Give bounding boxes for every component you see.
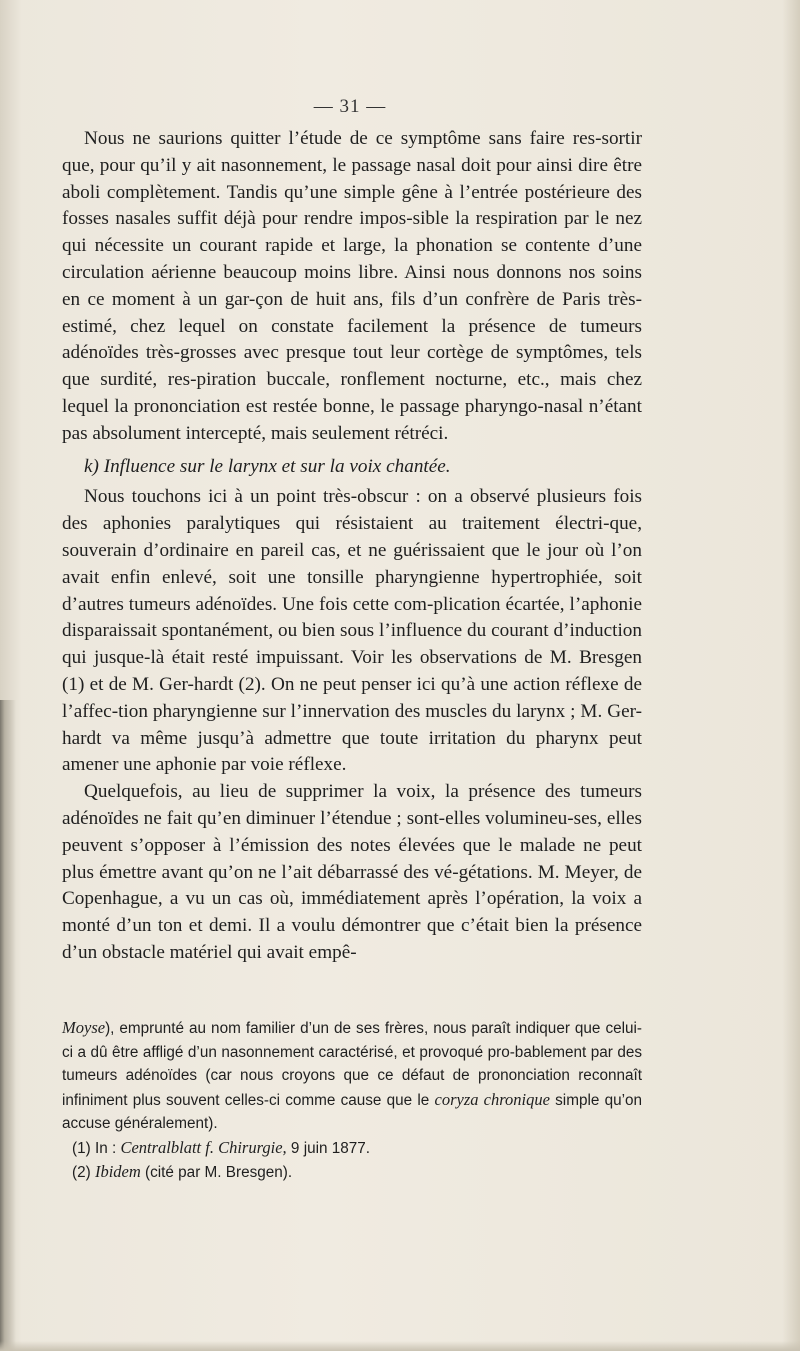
binding-shadow [0,700,16,1351]
footnote-1-date: 9 juin 1877. [286,1139,371,1157]
paragraph-voix: Quelquefois, au lieu de supprimer la voix, la présence des tumeurs adénoïdes ne fait qu’en diminuer l’étendue ; sont-elles volumineu-ses, elles peuvent s’opposer à l’émission des notes élevées que le malade ne peut plus émettre avant qu’on ne l’ait débarrassé des vé-gétations. M. Meyer, de Copenhague, a vu un cas où, immédiatement après l’opération, la voix a monté d’un ton et demi. Il a voulu démontrer que c’était bien la présence d’un obstacle matériel qui avait empê- [62,781,642,963]
footnote-2-source: Ibidem [94,1162,141,1181]
footnote-italic-coryza: coryza chronique [434,1089,550,1109]
paragraph-nasonnement: Nous ne saurions quitter l’étude de ce symptôme sans faire res-sortir que, pour qu’il y ait nasonnement, le passage nasal doit pour ainsi dire être aboli complètement. Tandis qu’une simple gêne à l’entrée postérieure des fosses nasales suffit déjà pour rendre impos-sible la respiration par le nez qui nécessite un courant rapide et large, la phonation se contente d’une circulation aérienne beaucoup moins libre. Ainsi nous donnons nos soins en ce moment à un gar-çon de huit ans, fils d’un confrère de Paris très-estimé, chez lequel on constate facilement la présence de tumeurs adénoïdes très-grosses avec presque tout leur cortège de symptômes, tels que surdité, res-piration buccale, ronflement nocturne, etc., mais chez lequel la prononciation est restée bonne, le passage pharyngo-nasal n’étant pas absolument intercepté, mais seulement rétréci. [62,128,642,444]
footnote-1-source: Centralblatt f. Chirurgie, [120,1137,287,1157]
footnote-continuation [62,1016,642,1136]
paragraph-aphonies: Nous touchons ici à un point très-obscur : on a observé plusieurs fois des aphonies paralytiques qui résistaient au traitement électri-que, souverain d’ordinaire en pareil cas, et ne guérissaient que le jour où l’on avait enfin enlevé, soit une tonsille pharyngienne hypertrophiée, soit d’autres tumeurs adénoïdes. Une fois cette com-plication écartée, l’aphonie disparaissait spontanément, ou bien sous l’influence du courant d’induction qui jusque-là était resté impuissant. Voir les observations de M. Bresgen (1) et de M. Ger-hardt (2). On ne peut penser ici qu’à une action réflexe de l’affec-tion pharyngienne sur l’innervation des muscles du larynx ; M. Ger-hardt va même jusqu’à admettre que toute irritation du pharynx peut amener une aphonie par voie réflexe. [62,486,642,776]
footnote-italic-name: Moyse [62,1018,106,1037]
footnote-1 [62,1136,642,1161]
page-number: — 31 — [313,96,387,117]
page-edge-right [782,0,800,1351]
footnotes [62,1016,642,1185]
footnote-2-prefix: (2) [72,1164,95,1181]
footnote-2 [62,1160,642,1185]
footnote-continuation-text: ), emprunté au nom familier d’un de ses frères, nous paraît indiquer que celui-ci a dû être affligé d’un nasonnement caractérisé, et provoqué pro-bablement par des tumeurs adénoïdes (car nous croyons que ce défaut de prononciation reconnaît infiniment plus souvent celles-ci comme cause que le [62,1020,642,1109]
footnote-1-prefix: (1) In : [72,1139,121,1157]
footnote-continuation-end: simple qu’on accuse généralement). [62,1091,643,1132]
section-heading: k) Influence sur le larynx et sur la voix chantée. [84,455,451,477]
main-text [62,126,642,967]
footnote-2-citation: (cité par M. Bresgen). [140,1164,293,1181]
page-edge-bottom [0,1341,800,1351]
